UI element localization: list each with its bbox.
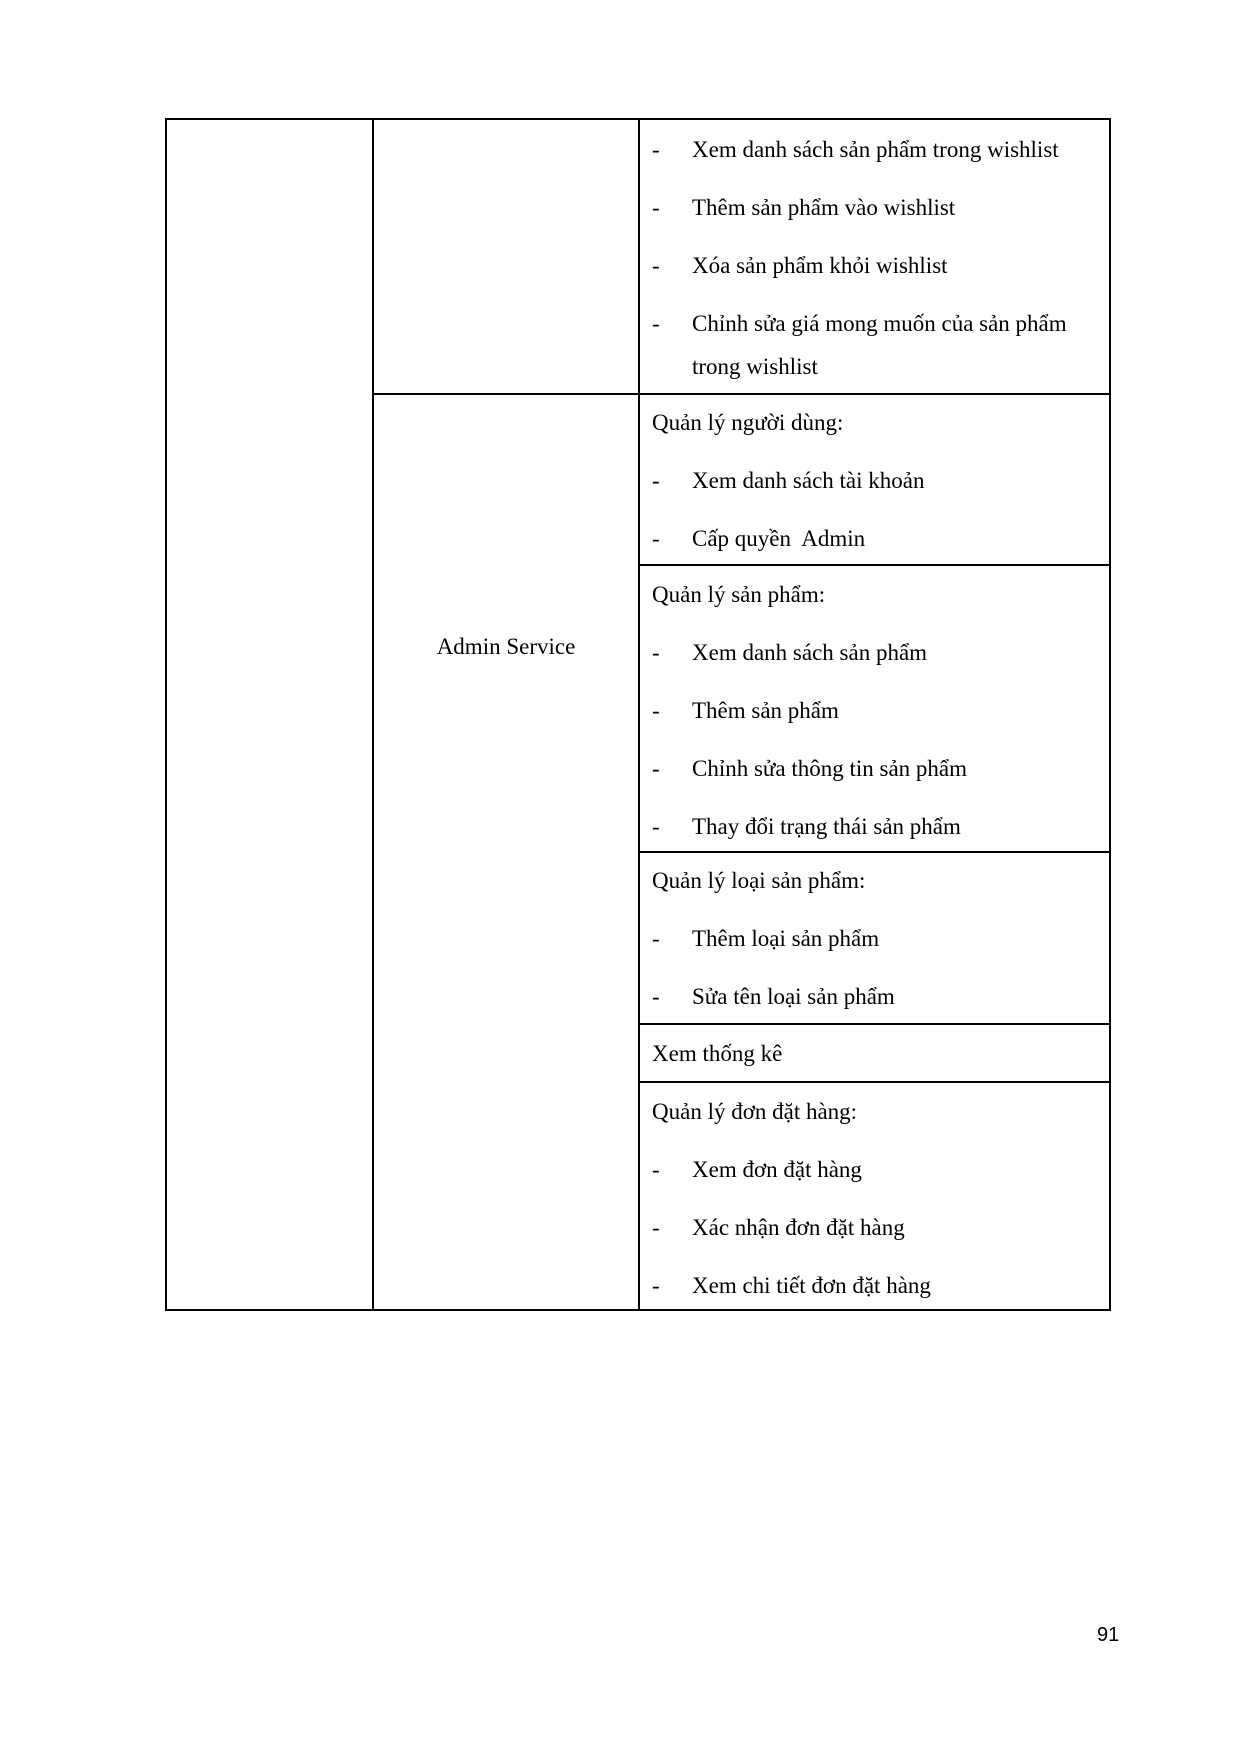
list-item: Xem đơn đặt hàng bbox=[692, 1157, 862, 1182]
list-item: Thêm sản phẩm bbox=[692, 698, 839, 723]
group-heading: Xem thống kê bbox=[652, 1041, 783, 1066]
list-item: Cấp quyền Admin bbox=[692, 526, 866, 551]
service-function-table bbox=[165, 118, 1111, 1311]
bullet: - bbox=[652, 814, 660, 839]
list-item: Thêm sản phẩm vào wishlist bbox=[692, 195, 956, 220]
bullet: - bbox=[652, 195, 660, 220]
bullet: - bbox=[652, 1273, 660, 1298]
table-border-right bbox=[1109, 118, 1111, 1311]
bullet: - bbox=[652, 640, 660, 665]
bullet: - bbox=[652, 468, 660, 493]
list-item-continuation: trong wishlist bbox=[692, 354, 818, 379]
column-divider-2 bbox=[638, 118, 640, 1311]
bullet: - bbox=[652, 926, 660, 951]
row-divider bbox=[638, 564, 1111, 566]
group-heading: Quản lý loại sản phẩm: bbox=[652, 868, 866, 893]
bullet: - bbox=[652, 137, 660, 162]
group-heading: Quản lý người dùng: bbox=[652, 410, 844, 435]
list-item: Xem danh sách sản phẩm bbox=[692, 640, 928, 665]
list-item: Thay đổi trạng thái sản phẩm bbox=[692, 814, 961, 839]
column-divider-1 bbox=[372, 118, 374, 1311]
row-divider-wishlist-admin bbox=[372, 393, 1111, 395]
bullet: - bbox=[652, 253, 660, 278]
list-item: Xác nhận đơn đặt hàng bbox=[692, 1215, 905, 1240]
list-item: Xem chi tiết đơn đặt hàng bbox=[692, 1273, 931, 1298]
list-item: Xóa sản phẩm khỏi wishlist bbox=[692, 253, 948, 278]
row-divider bbox=[638, 1081, 1111, 1083]
bullet: - bbox=[652, 1215, 660, 1240]
list-item: Sửa tên loại sản phẩm bbox=[692, 984, 895, 1009]
service-name-admin: Admin Service bbox=[436, 634, 576, 659]
list-item: Chỉnh sửa thông tin sản phẩm bbox=[692, 756, 968, 781]
table-border-left bbox=[165, 118, 167, 1311]
bullet: - bbox=[652, 698, 660, 723]
group-heading: Quản lý sản phẩm: bbox=[652, 582, 826, 607]
page-number: 91 bbox=[1097, 1624, 1120, 1646]
bullet: - bbox=[652, 984, 660, 1009]
bullet: - bbox=[652, 1157, 660, 1182]
list-item: Chỉnh sửa giá mong muốn của sản phẩm bbox=[692, 311, 1067, 336]
list-item: Thêm loại sản phẩm bbox=[692, 926, 880, 951]
bullet: - bbox=[652, 526, 660, 551]
row-divider bbox=[638, 851, 1111, 853]
row-divider bbox=[638, 1023, 1111, 1025]
list-item: Xem danh sách tài khoản bbox=[692, 468, 925, 493]
bullet: - bbox=[652, 756, 660, 781]
group-heading: Quản lý đơn đặt hàng: bbox=[652, 1099, 858, 1124]
list-item: Xem danh sách sản phẩm trong wishlist bbox=[692, 137, 1059, 162]
bullet: - bbox=[652, 311, 660, 336]
